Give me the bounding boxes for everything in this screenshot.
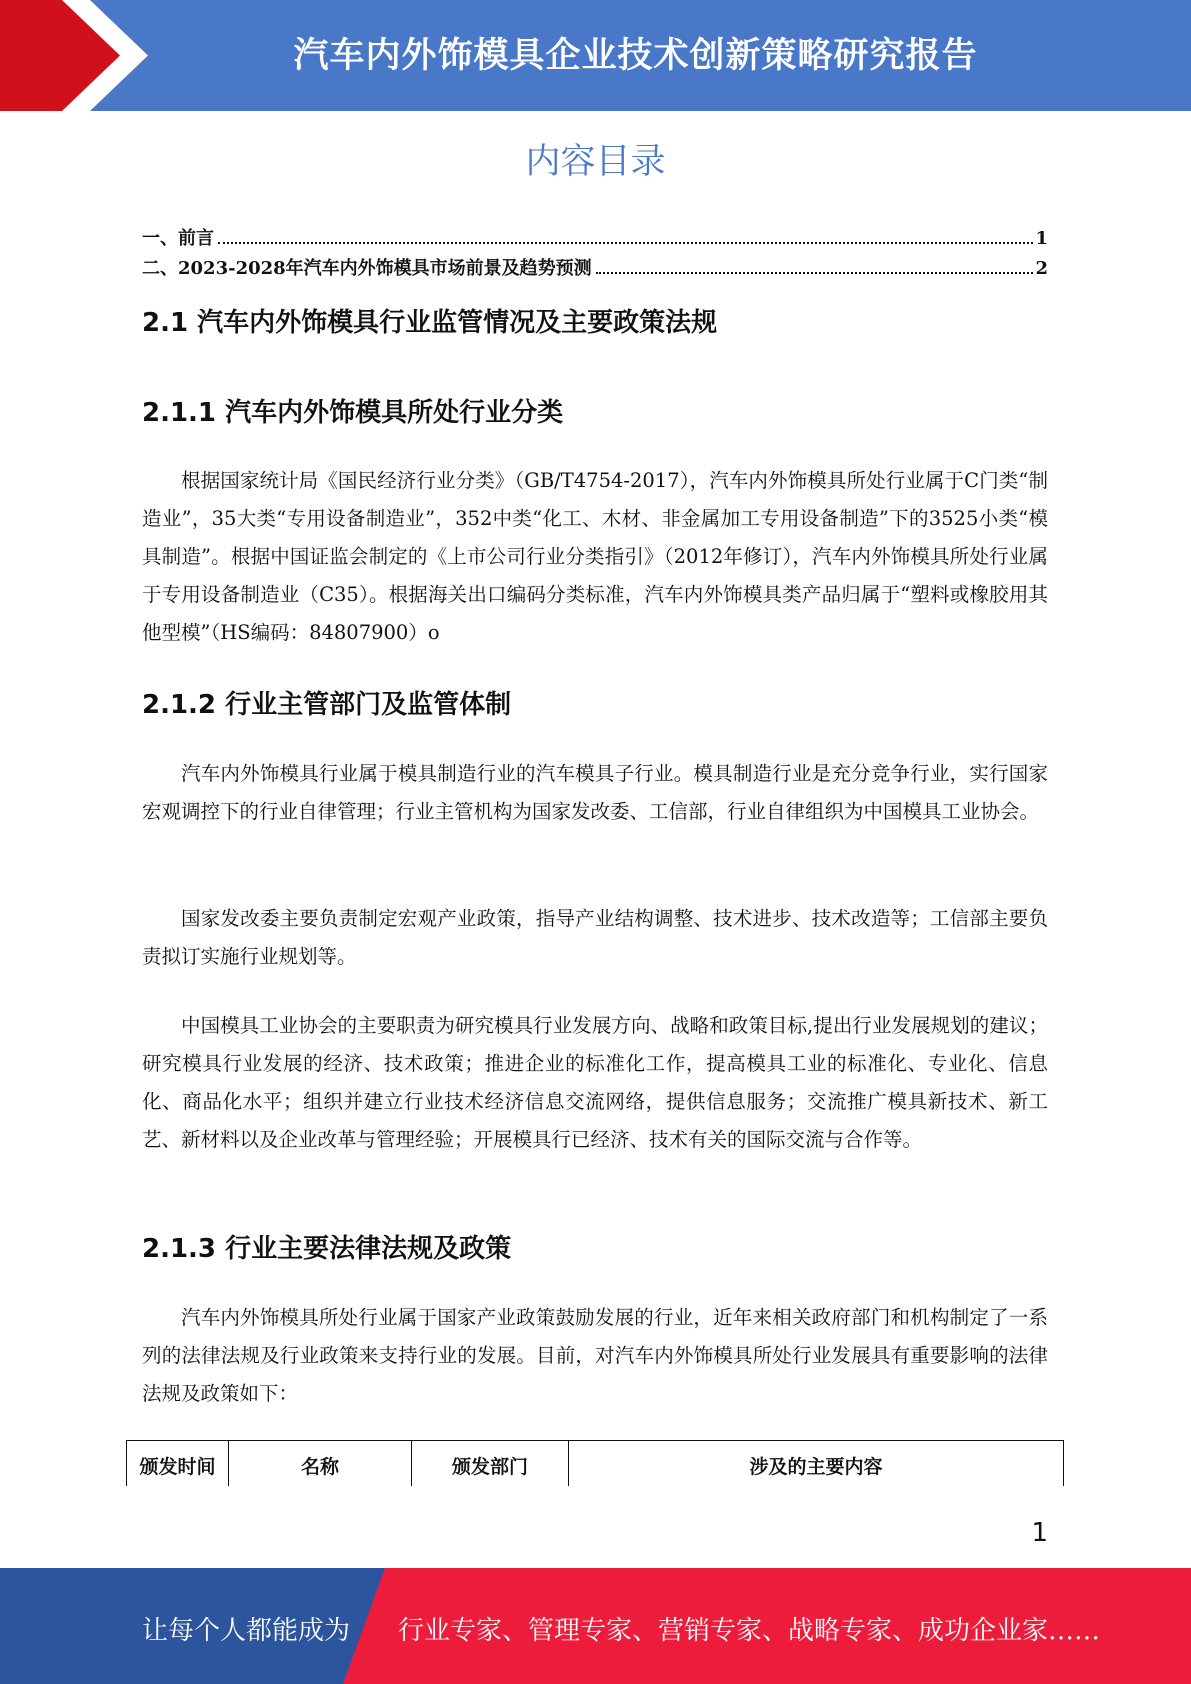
page-footer	[0, 1568, 1191, 1684]
page-header	[0, 0, 1191, 111]
table-header-cell: 颁发时间	[127, 1441, 229, 1487]
paragraph: 国家发改委主要负责制定宏观产业政策，指导产业结构调整、技术进步、技术改造等；工信部主要负责拟订实施行业规划等。	[142, 907, 1048, 968]
toc-leader-dots	[218, 242, 1033, 244]
toc-leader-dots	[596, 272, 1034, 274]
toc-heading: 内容目录	[525, 142, 666, 182]
toc-entry-page: 1	[1035, 228, 1048, 249]
toc-entry-label: 二、2023-2028年汽车内外饰模具市场前景及趋势预测	[142, 258, 592, 279]
section-heading-2-1: 2.1 汽车内外饰模具行业监管情况及主要政策法规	[142, 308, 718, 338]
toc-entry-page: 2	[1035, 258, 1048, 279]
table-header-cell: 涉及的主要内容	[569, 1441, 1064, 1487]
report-title: 汽车内外饰模具企业技术创新策略研究报告	[293, 36, 978, 76]
section-heading-2-1-1: 2.1.1 汽车内外饰模具所处行业分类	[142, 398, 564, 428]
page-number: 1	[1031, 1518, 1048, 1548]
policy-table	[126, 1440, 1066, 1486]
table-header-row	[127, 1441, 1064, 1487]
toc-entry-label: 一、前言	[142, 228, 214, 249]
footer-slogan-left: 让每个人都能成为	[142, 1616, 351, 1646]
section-heading-2-1-2: 2.1.2 行业主管部门及监管体制	[142, 690, 512, 720]
footer-slogan-right: 行业专家、管理专家、营销专家、战略专家、成功企业家……	[398, 1616, 1101, 1646]
paragraph: 汽车内外饰模具行业属于模具制造行业的汽车模具子行业。模具制造行业是充分竞争行业，实行国家宏观调控下的行业自律管理；行业主管机构为国家发改委、工信部，行业自律组织为中国模具工业协会。	[142, 762, 1048, 823]
paragraph: 中国模具工业协会的主要职责为研究模具行业发展方向、战略和政策目标,提出行业发展规划的建议；研究模具行业发展的经济、技术政策；推进企业的标准化工作，提高模具工业的标准化、专业化、信息化、商品化水平；组织并建立行业技术经济信息交流网络，提供信息服务；交流推广模具新技术、新工艺、新材料以及企业改革与管理经验；开展模具行已经济、技术有关的国际交流与合作等。	[142, 1014, 1048, 1151]
paragraph: 根据国家统计局《国民经济行业分类》（GB/T4754-2017），汽车内外饰模具所处行业属于C门类“制造业”，35大类“专用设备制造业”，352中类“化工、木材、非金属加工专用设备制造”下的3525小类“模具制造”。根据中国证监会制定的《上市公司行业分类指引》（2012年修订），汽车内外饰模具所处行业属于专用设备制造业（C35）。根据海关出口编码分类标准，汽车内外饰模具类产品归属于“塑料或橡胶用其他型模”（HS编码：84807900）o	[142, 469, 1048, 644]
red-chevron-icon	[0, 0, 160, 111]
toc-entry[interactable]	[142, 254, 1048, 284]
table-header-cell: 名称	[229, 1441, 412, 1487]
table-header-cell: 颁发部门	[412, 1441, 569, 1487]
table-of-contents	[142, 224, 1048, 284]
paragraph: 汽车内外饰模具所处行业属于国家产业政策鼓励发展的行业，近年来相关政府部门和机构制定了一系列的法律法规及行业政策来支持行业的发展。目前，对汽车内外饰模具所处行业发展具有重要影响的法律法规及政策如下：	[142, 1306, 1048, 1405]
section-heading-2-1-3: 2.1.3 行业主要法律法规及政策	[142, 1234, 512, 1264]
toc-entry[interactable]	[142, 224, 1048, 254]
